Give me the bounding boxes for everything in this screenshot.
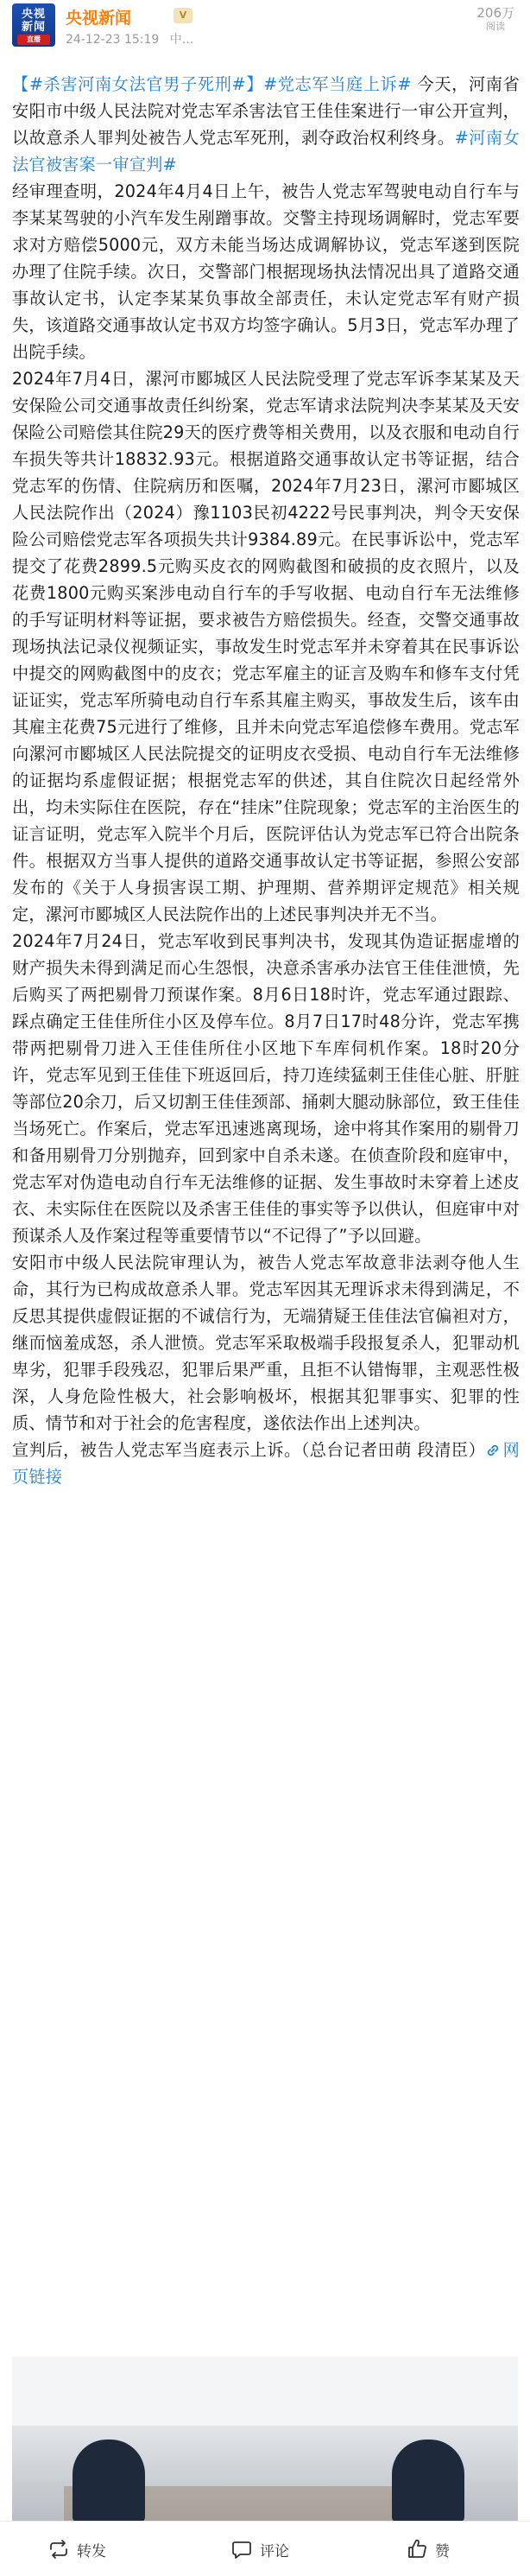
comment-label: 评论	[260, 2542, 289, 2560]
verified-badge: V	[174, 8, 192, 23]
repost-icon	[47, 2538, 70, 2560]
photo-figure-right	[392, 2440, 464, 2521]
post-body	[12, 71, 520, 1490]
hashtag-topic-sentence[interactable]: 【#杀害河南女法官男子死刑#】	[12, 74, 264, 94]
view-count	[476, 5, 514, 33]
avatar-text-line2: 新闻	[21, 21, 46, 34]
repost-button[interactable]	[47, 2522, 106, 2576]
account-name[interactable]: 央视新闻	[66, 9, 132, 28]
link-icon	[485, 1443, 501, 1458]
comment-button[interactable]	[230, 2522, 289, 2576]
avatar-text-line1: 央视	[21, 8, 46, 21]
photo-wall	[12, 2357, 518, 2426]
view-count-label: 阅读	[486, 21, 506, 32]
thumbs-up-icon	[406, 2538, 428, 2560]
lead-text: 今天，河南省安阳市中级人民法院对党志军杀害法官王佳佳案进行一审公开宣判，以故意杀人罪判处被告人党志军死刑，剥夺政治权利终身。	[12, 74, 520, 148]
appeal-paragraph	[12, 1437, 520, 1490]
like-button[interactable]	[406, 2522, 450, 2576]
appeal-text: 宣判后，被告人党志军当庭表示上诉。（总台记者田萌 段清臣）	[12, 1440, 486, 1460]
post-meta	[66, 30, 193, 48]
view-count-number: 206万	[476, 5, 514, 21]
live-badge: 直播	[17, 35, 50, 45]
action-bar	[0, 2521, 530, 2576]
hashtag-verdict[interactable]: #河南女法官被害案一审宣判#	[12, 128, 520, 174]
crime-paragraph: 2024年7月24日，党志军收到民事判决书，发现其伪造证据虚增的财产损失未得到满足而心生怨恨，决意杀害承办法官王佳佳泄愤，先后购买了两把剔骨刀预谋作案。8月6日18时许，党志军通过跟踪、踩点确定王佳佳所住小区及停车位。8月7日17时48分许，党志军携带两把剔骨刀进入王佳佳所住小区地下车库伺机作案。18时20分许，党志军见到王佳佳下班返回后，持刀连续猛刺王佳佳心脏、肝脏等部位20余刀，后又切割王佳佳颈部、捅刺大腿动脉部位，致王佳佳当场死亡。作案后，党志军迅速逃离现场，途中将其作案用的剔骨刀和备用剔骨刀分别抛弃，回到家中自杀未遂。在侦查阶段和庭审中，党志军对伪造电动自行车无法维修的证据、发生事故时未穿着上述皮衣、未实际住在医院以及杀害王佳佳的事实等予以供认，但庭审中对预谋杀人及作案过程等重要情节以“不记得了”予以回避。	[12, 931, 520, 1246]
comment-icon	[230, 2538, 253, 2560]
photo-figure-left	[73, 2440, 145, 2521]
web-link-label: 网页链接	[12, 1440, 520, 1487]
court-finding-paragraph: 安阳市中级人民法院审理认为，被告人党志军故意非法剥夺他人生命，其行为已构成故意杀人罪。党志军因其无理诉求未得到满足，不反思其提供虚假证据的不诚信行为，无端猜疑王佳佳法官偏袒对方，继而恼羞成怒，杀人泄愤。党志军采取极端手段报复杀人，犯罪动机卑劣，犯罪手段残忍，犯罪后果严重，且拒不认错悔罪，主观恶性极深，人身危险性极大，社会影响极坏，根据其犯罪事实、犯罪的性质、情节和对于社会的危害程度，遂依法作出上述判决。	[12, 1253, 520, 1433]
repost-label: 转发	[77, 2542, 106, 2560]
hashtag-appeal[interactable]: #党志军当庭上诉#	[263, 74, 412, 94]
facts-paragraph: 经审理查明，2024年4月4日上午，被告人党志军驾驶电动自行车与李某某驾驶的小汽车发生剐蹭事故。交警主持现场调解时，党志军要求对方赔偿5000元，双方未能当场达成调解协议，党志军遂到医院办理了住院手续。次日，交警部门根据现场执法情况出具了道路交通事故认定书，认定李某某负事故全部责任，未认定党志军有财产损失，该道路交通事故认定书双方均签字确认。5月3日，党志军办理了出院手续。	[12, 181, 520, 362]
post-source: 中...	[169, 33, 194, 47]
like-label: 赞	[435, 2542, 450, 2560]
attached-photo[interactable]	[12, 2357, 518, 2521]
post-time: 24-12-23 15:19	[66, 33, 160, 47]
lead-paragraph	[12, 71, 520, 178]
avatar[interactable]	[12, 3, 55, 47]
post-header	[0, 0, 530, 54]
civil-case-paragraph: 2024年7月4日，漯河市郾城区人民法院受理了党志军诉李某某及天安保险公司交通事故责任纠纷案，党志军请求法院判决李某某及天安保险公司赔偿其住院29天的医疗费等相关费用，以及衣服和电动自行车损失等共计18832.93元。根据道路交通事故认定书等证据，结合党志军的伤情、住院病历和医嘱，2024年7月23日，漯河市郾城区人民法院作出（2024）豫1103民初4222号民事判决，判令天安保险公司赔偿党志军各项损失共计9384.89元。在民事诉讼中，党志军提交了花费2899.5元购买皮衣的网购截图和破损的皮衣照片，以及花费1800元购买案涉电动自行车的手写收据、电动自行车无法维修的手写证明材料等证据，要求被告方赔偿损失。经查，交警交通事故现场执法记录仪视频证实，事故发生时党志军并未穿着其在民事诉讼中提交的网购截图中的皮衣；党志军雇主的证言及购车和修车支付凭证证实，党志军所骑电动自行车系其雇主购买，事故发生后，该车由其雇主花费75元进行了维修，且并未向党志军追偿修车费用。党志军向漯河市郾城区人民法院提交的证明皮衣受损、电动自行车无法维修的证据均系虚假证据；根据党志军的供述，其自住院次日起经常外出，均未实际住在医院，存在“挂床”住院现象；党志军的主治医生的证言证明，党志军入院半个月后，医院评估认为党志军已符合出院条件。根据双方当事人提供的道路交通事故认定书等证据，参照公安部发布的《关于人身损害误工期、护理期、营养期评定规范》相关规定，漯河市郾城区人民法院作出的上述民事判决并无不当。	[12, 369, 520, 924]
